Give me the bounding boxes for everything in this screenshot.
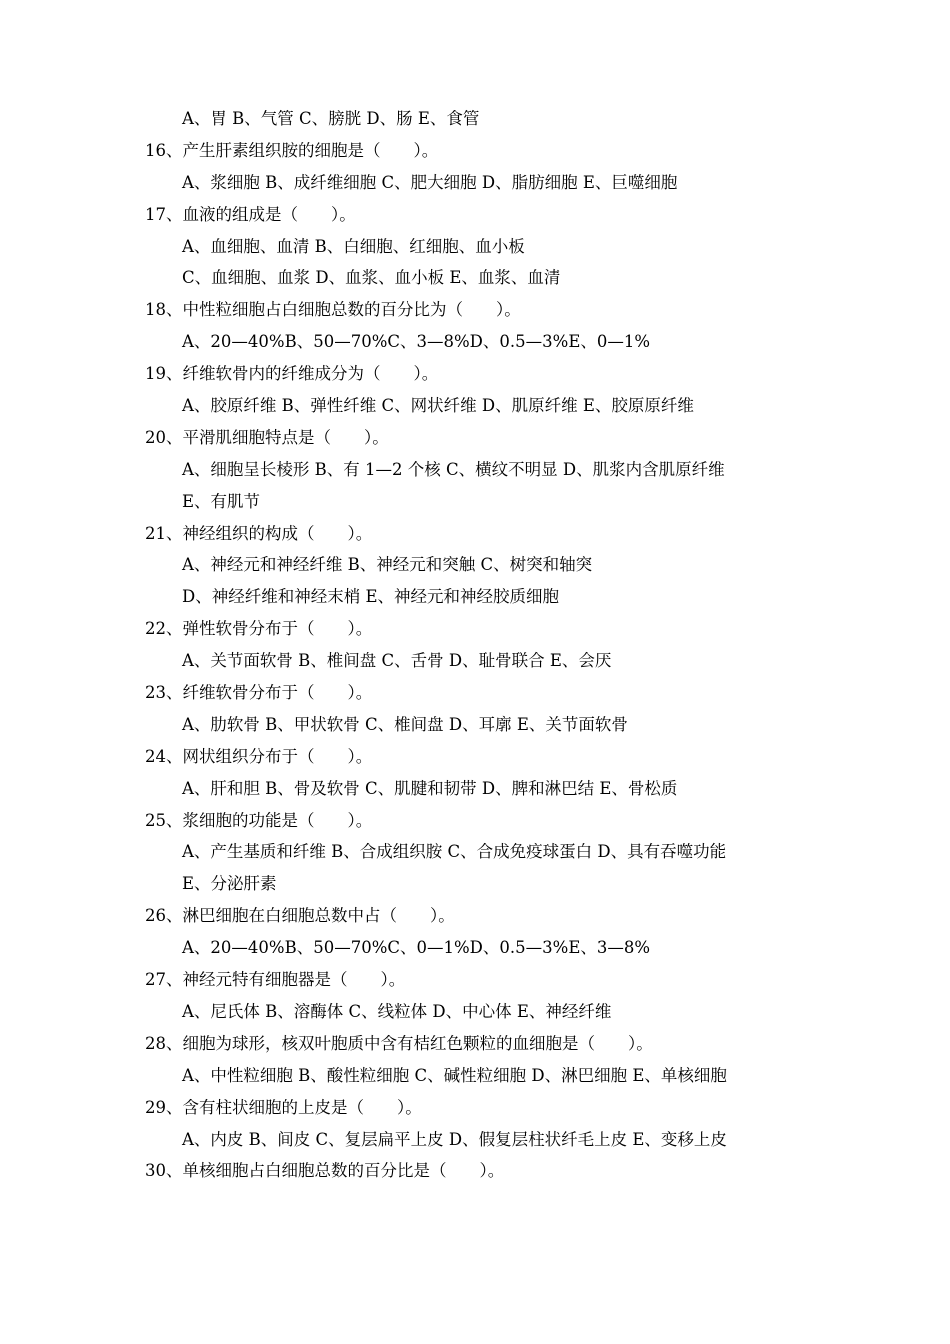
option-line: A、关节面软骨 B、椎间盘 C、舌骨 D、耻骨联合 E、会厌 [182, 651, 612, 671]
option-line: A、胃 B、气管 C、膀胱 D、肠 E、食管 [182, 109, 480, 128]
option-line: D、神经纤维和神经末梢 E、神经元和神经胶质细胞 [182, 587, 560, 607]
question-25: 25、浆细胞的功能是（ ）。 [145, 810, 373, 830]
option-line: A、产生基质和纤维 B、合成组织胺 C、合成免疫球蛋白 D、具有吞噬功能 [182, 842, 727, 862]
option-line: A、尼氏体 B、溶酶体 C、线粒体 D、中心体 E、神经纤维 [182, 1001, 612, 1021]
question-27: 27、神经元特有细胞器是（ ）。 [145, 970, 406, 990]
option-line: A、细胞呈长棱形 B、有 1—2 个核 C、横纹不明显 D、肌浆内含肌原纤维 [182, 459, 725, 479]
option-line: A、肋软骨 B、甲状软骨 C、椎间盘 D、耳廓 E、关节面软骨 [182, 714, 628, 734]
option-line: A、血细胞、血清 B、白细胞、红细胞、血小板 [182, 236, 525, 256]
option-line: E、分泌肝素 [182, 874, 277, 894]
option-line: A、浆细胞 B、成纤维细胞 C、肥大细胞 D、脂肪细胞 E、巨噬细胞 [182, 172, 678, 192]
question-24: 24、网状组织分布于（ ）。 [145, 746, 373, 766]
question-28: 28、细胞为球形，核双叶胞质中含有桔红色颗粒的血细胞是（ ）。 [145, 1033, 653, 1053]
question-20: 20、平滑肌细胞特点是（ ）。 [145, 427, 389, 447]
option-line: A、20—40%B、50—70%C、3—8%D、0.5—3%E、0—1% [182, 332, 651, 352]
option-line: A、胶原纤维 B、弹性纤维 C、网状纤维 D、肌原纤维 E、胶原原纤维 [182, 396, 694, 416]
question-list [145, 103, 845, 1187]
option-line: E、有肌节 [182, 491, 261, 511]
question-30: 30、单核细胞占白细胞总数的百分比是（ ）。 [145, 1161, 505, 1181]
question-26: 26、淋巴细胞在白细胞总数中占（ ）。 [145, 906, 455, 926]
question-16: 16、产生肝素组织胺的细胞是（ ）。 [145, 140, 439, 160]
option-line: A、神经元和神经纤维 B、神经元和突触 C、树突和轴突 [182, 555, 593, 575]
question-23: 23、纤维软骨分布于（ ）。 [145, 683, 373, 703]
question-18: 18、中性粒细胞占白细胞总数的百分比为（ ）。 [145, 300, 521, 320]
question-22: 22、弹性软骨分布于（ ）。 [145, 619, 373, 639]
option-line: A、20—40%B、50—70%C、0—1%D、0.5—3%E、3—8% [182, 938, 651, 958]
option-line: A、肝和胆 B、骨及软骨 C、肌腱和韧带 D、脾和淋巴结 E、骨松质 [182, 778, 678, 798]
question-17: 17、血液的组成是（ ）。 [145, 204, 356, 224]
question-29: 29、含有柱状细胞的上皮是（ ）。 [145, 1097, 422, 1117]
question-21: 21、神经组织的构成（ ）。 [145, 523, 373, 543]
question-19: 19、纤维软骨内的纤维成分为（ ）。 [145, 364, 439, 384]
option-line: C、血细胞、血浆 D、血浆、血小板 E、血浆、血清 [182, 268, 561, 288]
option-line: A、内皮 B、间皮 C、复层扁平上皮 D、假复层柱状纤毛上皮 E、变移上皮 [182, 1129, 727, 1149]
option-line: A、中性粒细胞 B、酸性粒细胞 C、碱性粒细胞 D、淋巴细胞 E、单核细胞 [182, 1065, 727, 1085]
